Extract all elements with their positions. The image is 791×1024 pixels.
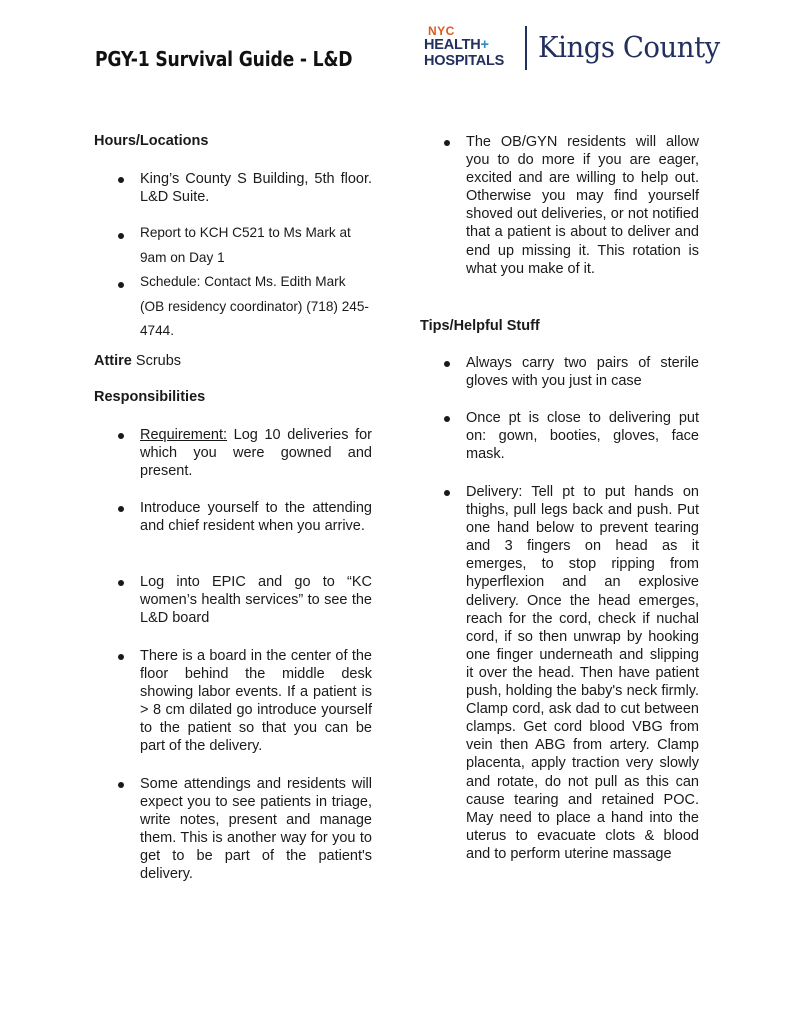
tip-gown: Once pt is close to delivering put on: gown, booties, gloves, face mask. xyxy=(466,410,699,463)
bullet-dot xyxy=(118,233,124,239)
hours-item-location: King’s County S Building, 5th floor. L&D Suite. xyxy=(140,171,372,206)
hours-item-report: Report to KCH C521 to Ms Mark at 9am on Day 1 xyxy=(140,225,351,265)
bullet-dot xyxy=(118,580,124,586)
responsibility-requirement xyxy=(140,426,372,480)
bullet-dot xyxy=(118,654,124,660)
attire-label: Attire xyxy=(94,353,132,369)
responsibility-board: There is a board in the center of the floor behind the middle desk showing labor events. If a patient is > 8 cm dilated go introduce yourself to the patient so that you can be part of the delivery. xyxy=(140,648,372,755)
bullet-dot xyxy=(118,282,124,288)
bullet-dot xyxy=(118,177,124,183)
responsibilities-heading: Responsibilities xyxy=(94,389,206,405)
bullet-dot xyxy=(118,506,124,512)
bullet-dot xyxy=(444,140,450,146)
tips-heading: Tips/Helpful Stuff xyxy=(420,318,540,334)
page-title: PGY-1 Survival Guide - L&D xyxy=(95,47,353,71)
bullet-dot xyxy=(118,782,124,788)
attire-line xyxy=(94,352,181,370)
residents-note: The OB/GYN residents will allow you to do more if you are eager, excited and are willing to help out. Otherwise you may find yourself shoved out deliveries, or not notified that a patient is about to deliver and end up missing it. This rotation is what you make of it. xyxy=(466,134,699,277)
tip-delivery: Delivery: Tell pt to put hands on thighs, pull legs back and push. Put one hand below to prevent tearing and 3 fingers on head as it emerges, to stop ripping from hyperflexion and an explosive delivery. Once the head emerges, reach for the cord, check if nuchal cord, if so then unwrap by hooking one finger underneath and slipping it over the head. Then have patient push, holding the baby's neck firmly. Clamp cord, ask dad to cut between clamps. Get cord blood VBG from vein then ABG from artery. Clamp placenta, apply traction very slowly and rotate, do not pull as this can cause tearing and retained POC. May need to place a hand into the uterus to evacuate clots & blood and to perform uterine massage xyxy=(466,484,699,862)
bullet-dot xyxy=(118,433,124,439)
logo-nyc-text: NYC xyxy=(428,24,455,38)
responsibility-epic: Log into EPIC and go to “KC women’s health services” to see the L&D board xyxy=(140,574,372,627)
requirement-text: Log 10 deliveries for which you were gowned and present. xyxy=(140,427,373,480)
bullet-dot xyxy=(444,490,450,496)
requirement-label: Requirement: xyxy=(140,427,228,443)
logo-hospitals-text: HOSPITALS xyxy=(424,53,505,69)
attire-value: Scrubs xyxy=(135,353,182,369)
responsibility-introduce: Introduce yourself to the attending and chief resident when you arrive. xyxy=(140,500,372,535)
tip-gloves: Always carry two pairs of sterile gloves with you just in case xyxy=(466,355,699,390)
logo-health-text: HEALTH+ xyxy=(424,37,489,53)
logo-facility-name: Kings County xyxy=(538,30,720,64)
logo-divider xyxy=(525,26,527,70)
hours-item-schedule: Schedule: Contact Ms. Edith Mark (OB residency coordinator) (718) 245-4744. xyxy=(140,274,369,338)
nyc-health-hospitals-kings-county-logo xyxy=(424,22,764,82)
bullet-dot xyxy=(444,416,450,422)
logo-plus-icon: + xyxy=(480,37,489,53)
bullet-dot xyxy=(444,361,450,367)
responsibility-triage: Some attendings and residents will expect you to see patients in triage, write notes, present and manage them. This is another way for you to get to be part of the patient's delivery. xyxy=(140,776,372,883)
hours-locations-heading: Hours/Locations xyxy=(94,133,209,149)
